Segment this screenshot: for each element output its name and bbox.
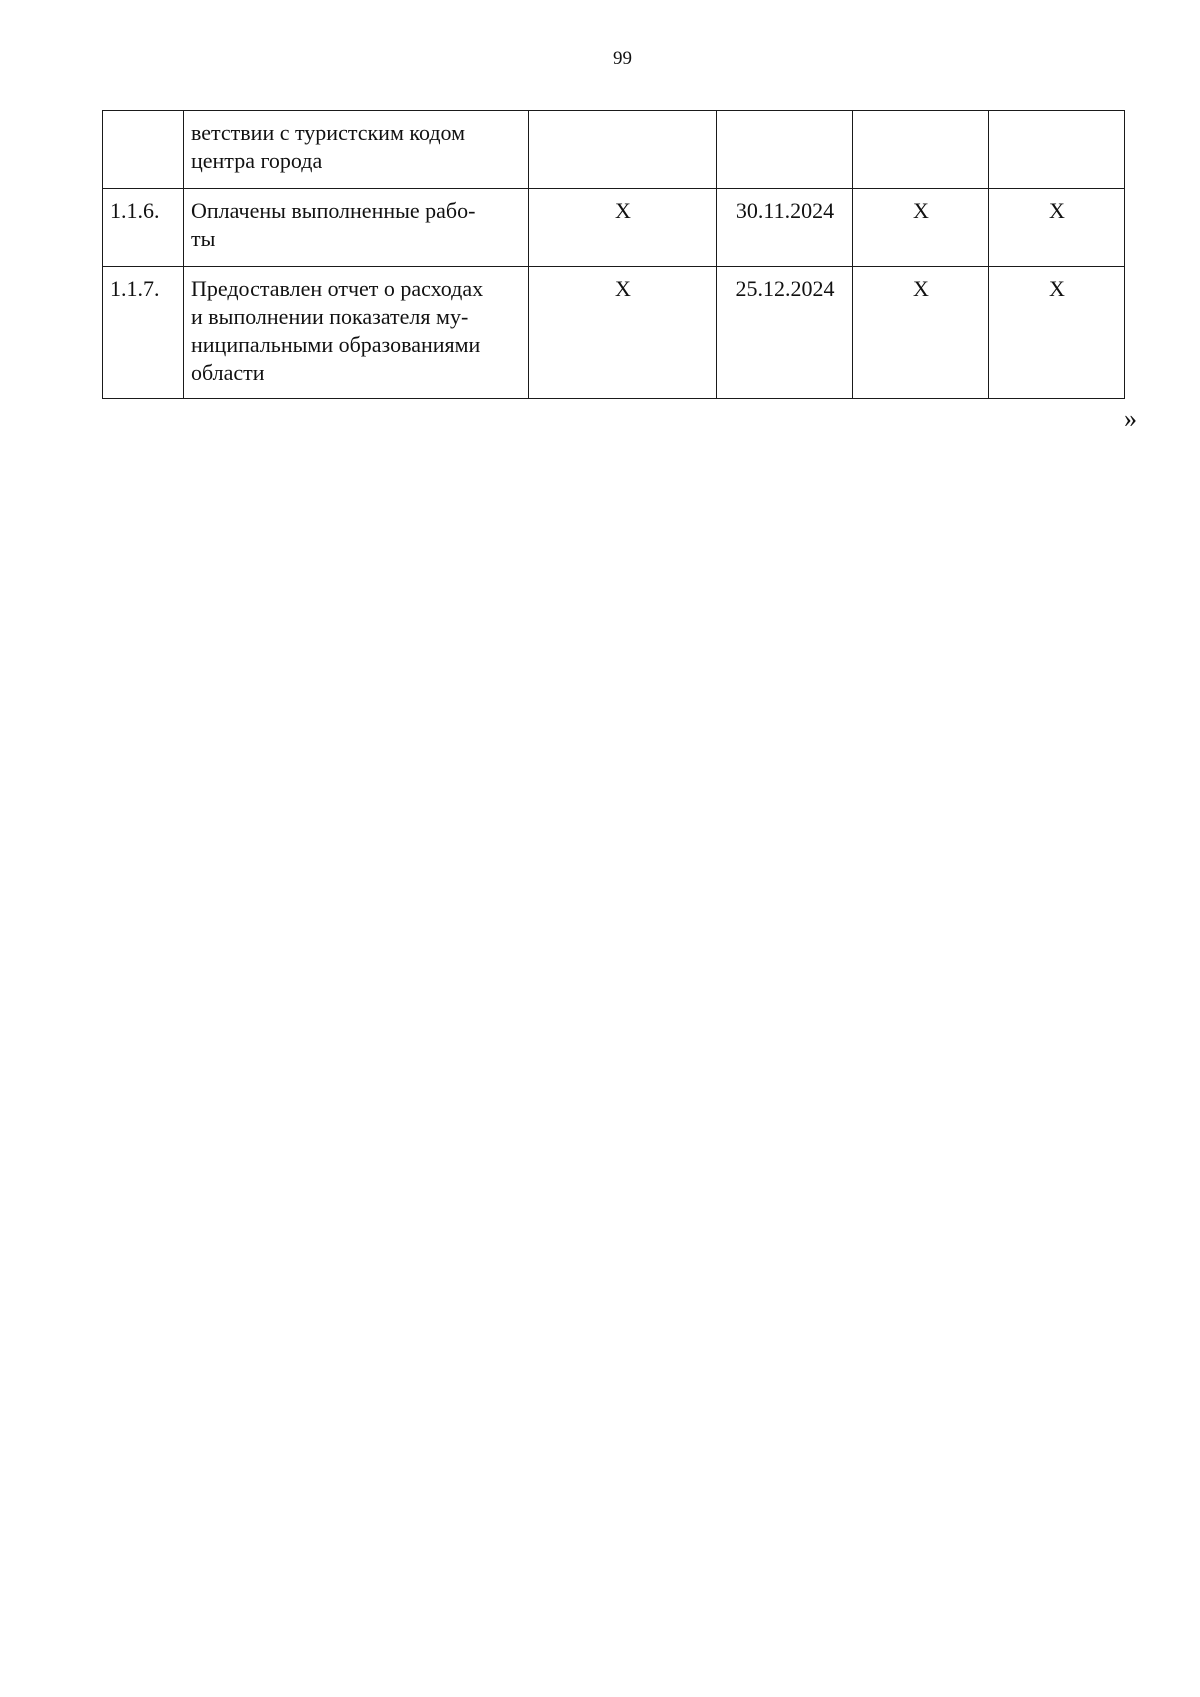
date-cell: 25.12.2024 (717, 267, 853, 399)
date-cell: 30.11.2024 (717, 189, 853, 267)
value-cell-b (853, 111, 989, 189)
row-number-cell (103, 111, 184, 189)
date-cell (717, 111, 853, 189)
value-cell-b: X (853, 189, 989, 267)
row-text-cell: Оплачены выполненные рабо- ты (184, 189, 529, 267)
row-number-cell: 1.1.6. (103, 189, 184, 267)
row-text-source (0, 0, 1, 1)
value-cell-b: X (853, 267, 989, 399)
closing-quote-mark: » (1124, 404, 1137, 433)
value-cell-c (989, 111, 1125, 189)
value-cell-c: X (989, 267, 1125, 399)
value-cell-a: X (529, 267, 717, 399)
row-text-cell: ветствии с туристским кодом центра города (184, 111, 529, 189)
row-text-cell: Предоставлен отчет о расходах и выполнении показателя му- ниципальными образованиями области (184, 267, 529, 399)
table-row (103, 267, 1125, 399)
document-table (102, 110, 1125, 399)
table-row (103, 111, 1125, 189)
value-cell-a: X (529, 189, 717, 267)
value-cell-a (529, 111, 717, 189)
table-row (103, 189, 1125, 267)
value-cell-c: X (989, 189, 1125, 267)
page-number: 99 (613, 48, 632, 69)
row-number-cell: 1.1.7. (103, 267, 184, 399)
